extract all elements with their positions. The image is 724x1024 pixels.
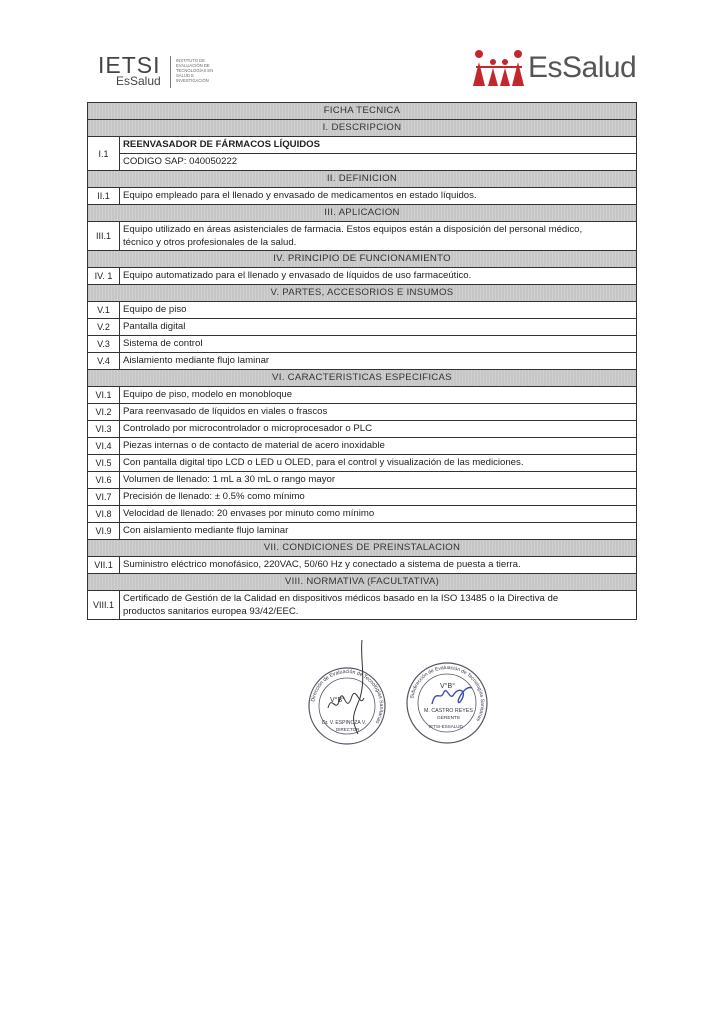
item-text: Controlado por microcontrolador o microprocesador o PLC xyxy=(120,421,637,438)
stamp-outer-ring xyxy=(309,668,385,744)
item-text: Equipo empleado para el llenado y envasado de medicamentos en estado líquidos. xyxy=(120,188,637,205)
stamp-outer-ring xyxy=(407,663,487,743)
item-text: Para reenvasado de líquidos en viales o frascos xyxy=(120,404,637,421)
item-text: Aislamiento mediante flujo laminar xyxy=(120,353,637,370)
item-code: VI.1 xyxy=(88,387,120,404)
item-code: VI.7 xyxy=(88,489,120,506)
item-code: V.3 xyxy=(88,336,120,353)
item-text: Equipo automatizado para el llenado y envasado de líquidos de uso farmaceútico. xyxy=(120,268,637,285)
item-text-line: productos sanitarios europea 93/42/EEC. xyxy=(123,606,299,617)
essalud-logo xyxy=(470,48,636,88)
section-header: V. PARTES, ACCESORIOS E INSUMOS xyxy=(88,285,637,302)
director-stamp xyxy=(302,638,392,748)
section-header: IV. PRINCIPIO DE FUNCIONAMIENTO xyxy=(88,251,637,268)
item-code: VI.6 xyxy=(88,472,120,489)
ietsi-logo-letters: IETSI xyxy=(98,52,161,78)
stamp-org: IETSI-ESSALUD xyxy=(429,724,463,729)
item-name: REENVASADOR DE FÁRMACOS LÍQUIDOS xyxy=(120,137,637,154)
section-header: VI. CARACTERISTICAS ESPECIFICAS xyxy=(88,370,637,387)
item-text: Pantalla digital xyxy=(120,319,637,336)
item-text: Equipo de piso xyxy=(120,302,637,319)
ietsi-logo-description: INSTITUTO DE EVALUACIÓN DE TECNOLOGÍAS EN SALUD E INVESTIGACIÓN xyxy=(176,58,214,83)
table-title: FICHA TECNICA xyxy=(88,103,637,120)
ietsi-logo xyxy=(98,52,216,88)
stamp-ring-text: Subdirección de Evaluación de Tecnologías Sanitarias xyxy=(409,664,486,723)
item-code: VI.3 xyxy=(88,421,120,438)
item-text: Suministro eléctrico monofásico, 220VAC, 50/60 Hz y conectado a sistema de puesta a tierra. xyxy=(120,557,637,574)
item-text: Velocidad de llenado: 20 envases por minuto como mínimo xyxy=(120,506,637,523)
stamp-signer-role: GERENTE xyxy=(437,716,461,721)
logo-divider xyxy=(170,56,171,88)
section-header: I. DESCRIPCION xyxy=(88,120,637,137)
item-text-line: Certificado de Gestión de la Calidad en dispositivos médicos basado en la ISO 13485 o la Directiva de xyxy=(123,593,559,604)
item-text: Con pantalla digital tipo LCD o LED u OLED, para el control y visualización de las mediciones. xyxy=(120,455,637,472)
item-text-line: técnico y otros profesionales de la salud. xyxy=(123,237,297,248)
section-header: VII. CONDICIONES DE PREINSTALACION xyxy=(88,540,637,557)
item-text: Equipo de piso, modelo en monobloque xyxy=(120,387,637,404)
item-code: VI.8 xyxy=(88,506,120,523)
item-text: Volumen de llenado: 1 mL a 30 mL o rango mayor xyxy=(120,472,637,489)
stamp-signer-name: Dr. V. ESPINOZA V. xyxy=(322,720,367,726)
ficha-tecnica-table xyxy=(87,102,637,620)
stamp-ring-text: Dirección de Evaluación de Tecnologías Sanitarias xyxy=(310,668,385,725)
ietsi-logo-sub: EsSalud xyxy=(116,74,161,88)
section-header: II. DEFINICION xyxy=(88,171,637,188)
item-code: I.1 xyxy=(88,137,120,171)
item-code: VIII.1 xyxy=(88,591,120,620)
essalud-logo-text: EsSalud xyxy=(528,51,637,84)
stamp-signer-name: M. CASTRO REYES xyxy=(424,708,473,714)
item-text xyxy=(120,591,637,620)
item-code: III.1 xyxy=(88,222,120,251)
item-code: VI.4 xyxy=(88,438,120,455)
item-code: V.4 xyxy=(88,353,120,370)
item-code: VI.2 xyxy=(88,404,120,421)
item-sap-code: CODIGO SAP: 040050222 xyxy=(120,154,637,171)
item-text xyxy=(120,222,637,251)
stamp-vb: V°B° xyxy=(440,683,455,690)
stamp-vb: V°B° xyxy=(330,697,345,704)
item-code: V.2 xyxy=(88,319,120,336)
section-header: III. APLICACION xyxy=(88,205,637,222)
item-text-line: Equipo utilizado en áreas asistenciales de farmacia. Estos equipos están a disposición del personal médico, xyxy=(123,224,583,235)
item-text: Precisión de llenado: ± 0.5% como mínimo xyxy=(120,489,637,506)
item-code: VI.9 xyxy=(88,523,120,540)
item-code: VII.1 xyxy=(88,557,120,574)
item-code: IV. 1 xyxy=(88,268,120,285)
item-text: Con aislamiento mediante flujo laminar xyxy=(120,523,637,540)
stamp-signer-role: DIRECTOR xyxy=(336,727,360,732)
item-code: VI.5 xyxy=(88,455,120,472)
item-text: Sistema de control xyxy=(120,336,637,353)
family-figures-icon xyxy=(470,48,526,88)
gerente-stamp xyxy=(402,658,492,748)
item-code: II.1 xyxy=(88,188,120,205)
item-text: Piezas internas o de contacto de material de acero inoxidable xyxy=(120,438,637,455)
section-header: VIII. NORMATIVA (FACULTATIVA) xyxy=(88,574,637,591)
item-code: V.1 xyxy=(88,302,120,319)
